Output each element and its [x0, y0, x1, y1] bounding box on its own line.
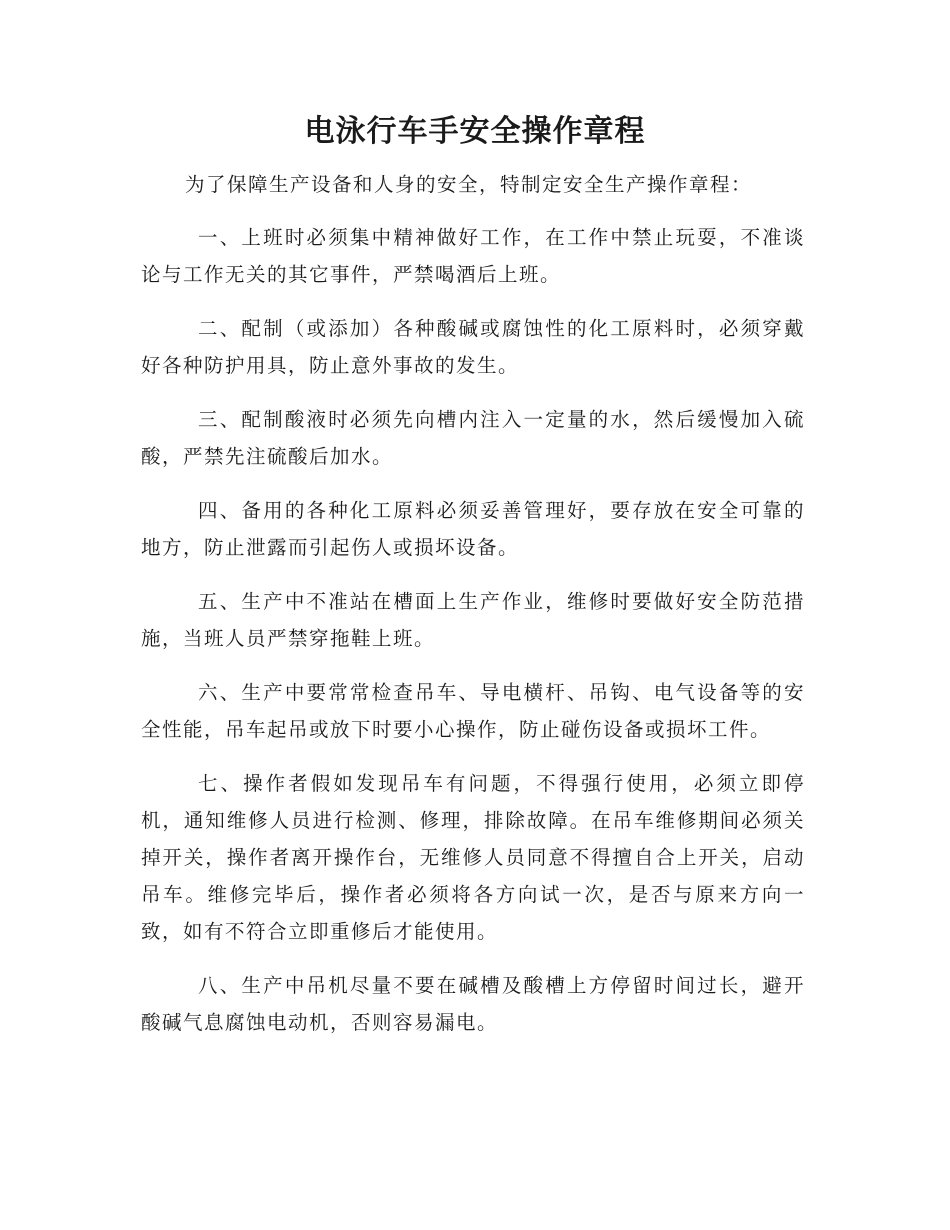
document-title: 电泳行车手安全操作章程: [304, 114, 646, 149]
clause-7: 七、操作者假如发现吊车有问题，不得强行使用，必须立即停机，通知维修人员进行检测、修理，排除故障。在吊车维修期间必须关掉开关，操作者离开操作台，无维修人员同意不得擅自合上开关，启动吊车。维修完毕后，操作者必须将各方向试一次，是否与原来方向一致，如有不符合立即重修后才能使用。: [141, 772, 805, 943]
clause-4: 四、备用的各种化工原料必须妥善管理好，要存放在安全可靠的地方，防止泄露而引起伤人或损坏设备。: [141, 499, 805, 559]
clause-8: 八、生产中吊机尽量不要在碱槽及酸槽上方停留时间过长，避开酸碱气息腐蚀电动机，否则容易漏电。: [141, 974, 805, 1034]
clause-5: 五、生产中不准站在槽面上生产作业，维修时要做好安全防范措施，当班人员严禁穿拖鞋上班。: [141, 590, 805, 650]
clause-1: 一、上班时必须集中精神做好工作，在工作中禁止玩耍，不准谈论与工作无关的其它事件，严禁喝酒后上班。: [141, 226, 805, 286]
clause-3: 三、配制酸液时必须先向槽内注入一定量的水，然后缓慢加入硫酸，严禁先注硫酸后加水。: [141, 408, 805, 468]
clause-6: 六、生产中要常常检查吊车、导电横杆、吊钩、电气设备等的安全性能，吊车起吊或放下时要小心操作，防止碰伤设备或损坏工件。: [141, 681, 805, 741]
intro-paragraph: 为了保障生产设备和人身的安全，特制定安全生产操作章程：: [185, 173, 753, 196]
document-body: [141, 166, 805, 1041]
clause-2: 二、配制（或添加）各种酸碱或腐蚀性的化工原料时，必须穿戴好各种防护用具，防止意外事故的发生。: [141, 317, 805, 377]
